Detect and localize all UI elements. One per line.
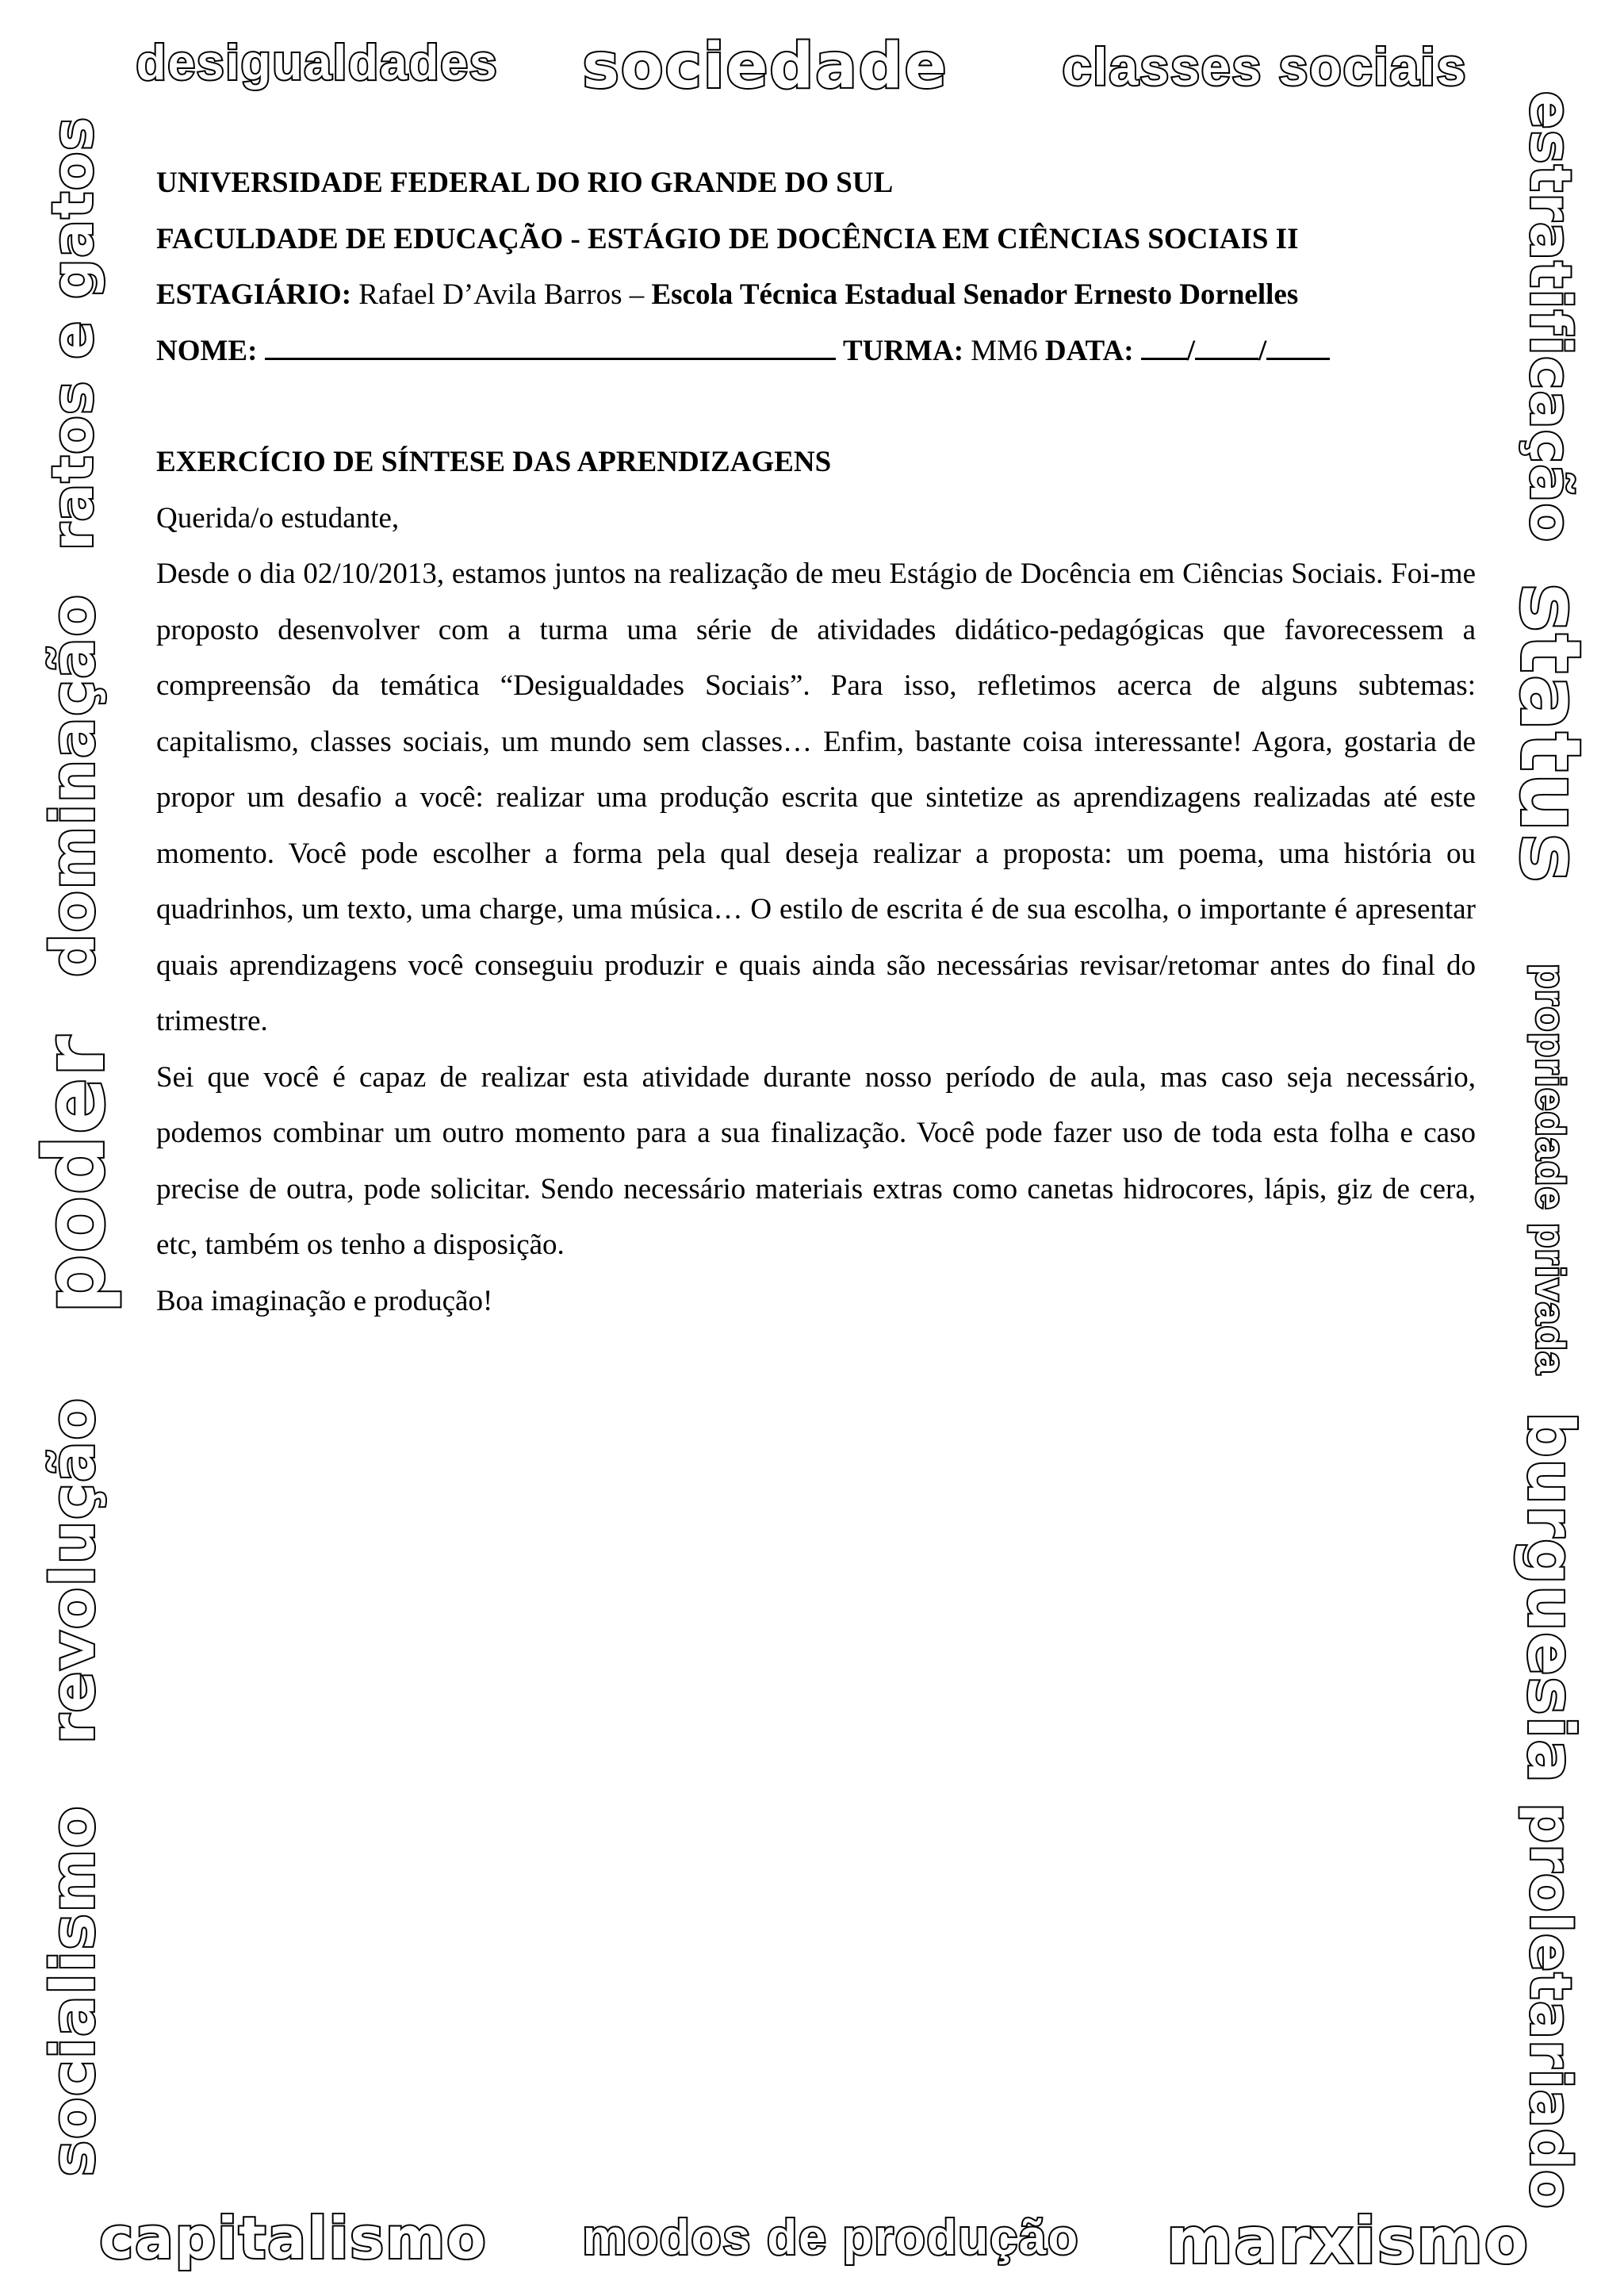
name-label: NOME: [156,334,258,367]
border-word-revolucao: revolução [37,1397,108,1744]
border-word-ratos-e-gatos: ratos e gatos [40,116,105,550]
exercise-title: EXERCÍCIO DE SÍNTESE DAS APRENDIZAGENS [156,446,832,478]
closing-line: Boa imaginação e produção! [156,1284,493,1317]
date-month-field[interactable] [1195,328,1258,360]
class-value: MM6 [963,334,1045,367]
border-word-proletariado: proletariado [1518,1803,1583,2210]
date-separator: / [1258,334,1267,367]
intern-line [156,267,1476,324]
class-label: TURMA: [842,334,964,367]
border-word-capitalismo: capitalismo [99,2205,488,2271]
border-word-status: status [1502,583,1599,884]
date-year-field[interactable] [1266,328,1330,360]
date-separator: / [1186,334,1196,367]
border-word-dominacao: dominação [37,593,108,977]
border-word-modos-de-producao: modos de produção [582,2210,1080,2265]
border-word-poder: poder [26,1033,123,1314]
instructions-paragraph-1: Desde o dia 02/10/2013, estamos juntos na realização de meu Estágio de Docência em Ciências Sociais. Foi-me proposto desenvolver com a turma uma série de atividades didático-pedagógicas que favorecessem a compreensão da temática “Desigualdades Sociais”. Para isso, refletimos acerca de alguns subtemas: capitalismo, classes sociais, um mundo sem classes… Enfim, bastante coisa interessante! Agora, gostaria de propor um desafio a você: realizar uma produção escrita que sintetize as aprendizagens realizadas até este momento. Você pode escolher a forma pela qual deseja realizar a proposta: um poema, uma história ou quadrinhos, um texto, uma charge, uma música… O estilo de escrita é de sua escolha, o importante é apresentar quais aprendizagens você conseguiu produzir e quais ainda são necessárias revisar/retomar antes do final do trimestre. [156,558,1476,1037]
border-word-sociedade: sociedade [582,31,948,102]
university-name: UNIVERSIDADE FEDERAL DO RIO GRANDE DO SUL [156,167,894,199]
student-info-line [156,324,1476,380]
school-name: Escola Técnica Estadual Senador Ernesto Dornelles [651,278,1299,311]
date-day-field[interactable] [1141,328,1187,360]
intern-name: Rafael D’Avila Barros – [351,278,652,311]
date-label: DATA: [1044,334,1134,367]
border-word-estratificacao: estratificação [1518,91,1583,543]
document-body [156,155,1476,1329]
name-field[interactable] [265,328,836,360]
border-word-socialismo: socialismo [37,1804,108,2177]
greeting: Querida/o estudante, [156,501,400,535]
border-word-classes-sociais: classes sociais [1062,37,1468,96]
intern-label: ESTAGIÁRIO: [156,278,352,311]
border-word-desigualdades: desigualdades [136,36,499,90]
instructions-paragraph-2: Sei que você é capaz de realizar esta atividade durante nosso período de aula, mas caso seja necessário, podemos combinar um outro momento para a sua finalização. Você pode fazer uso de toda esta folha e caso precise de outra, pode solicitar. Sendo necessário materiais extras como canetas hidrocores, lápis, giz de cera, etc, também os tenho a disposição. [156,1060,1476,1261]
border-word-marxismo: marxismo [1166,2204,1530,2278]
border-word-burguesia: burguesia [1514,1412,1588,1784]
border-word-propriedade-privada: propriedade privada [1528,964,1572,1376]
faculty-line: FACULDADE DE EDUCAÇÃO - ESTÁGIO DE DOCÊNCIA EM CIÊNCIAS SOCIAIS II [156,222,1299,255]
